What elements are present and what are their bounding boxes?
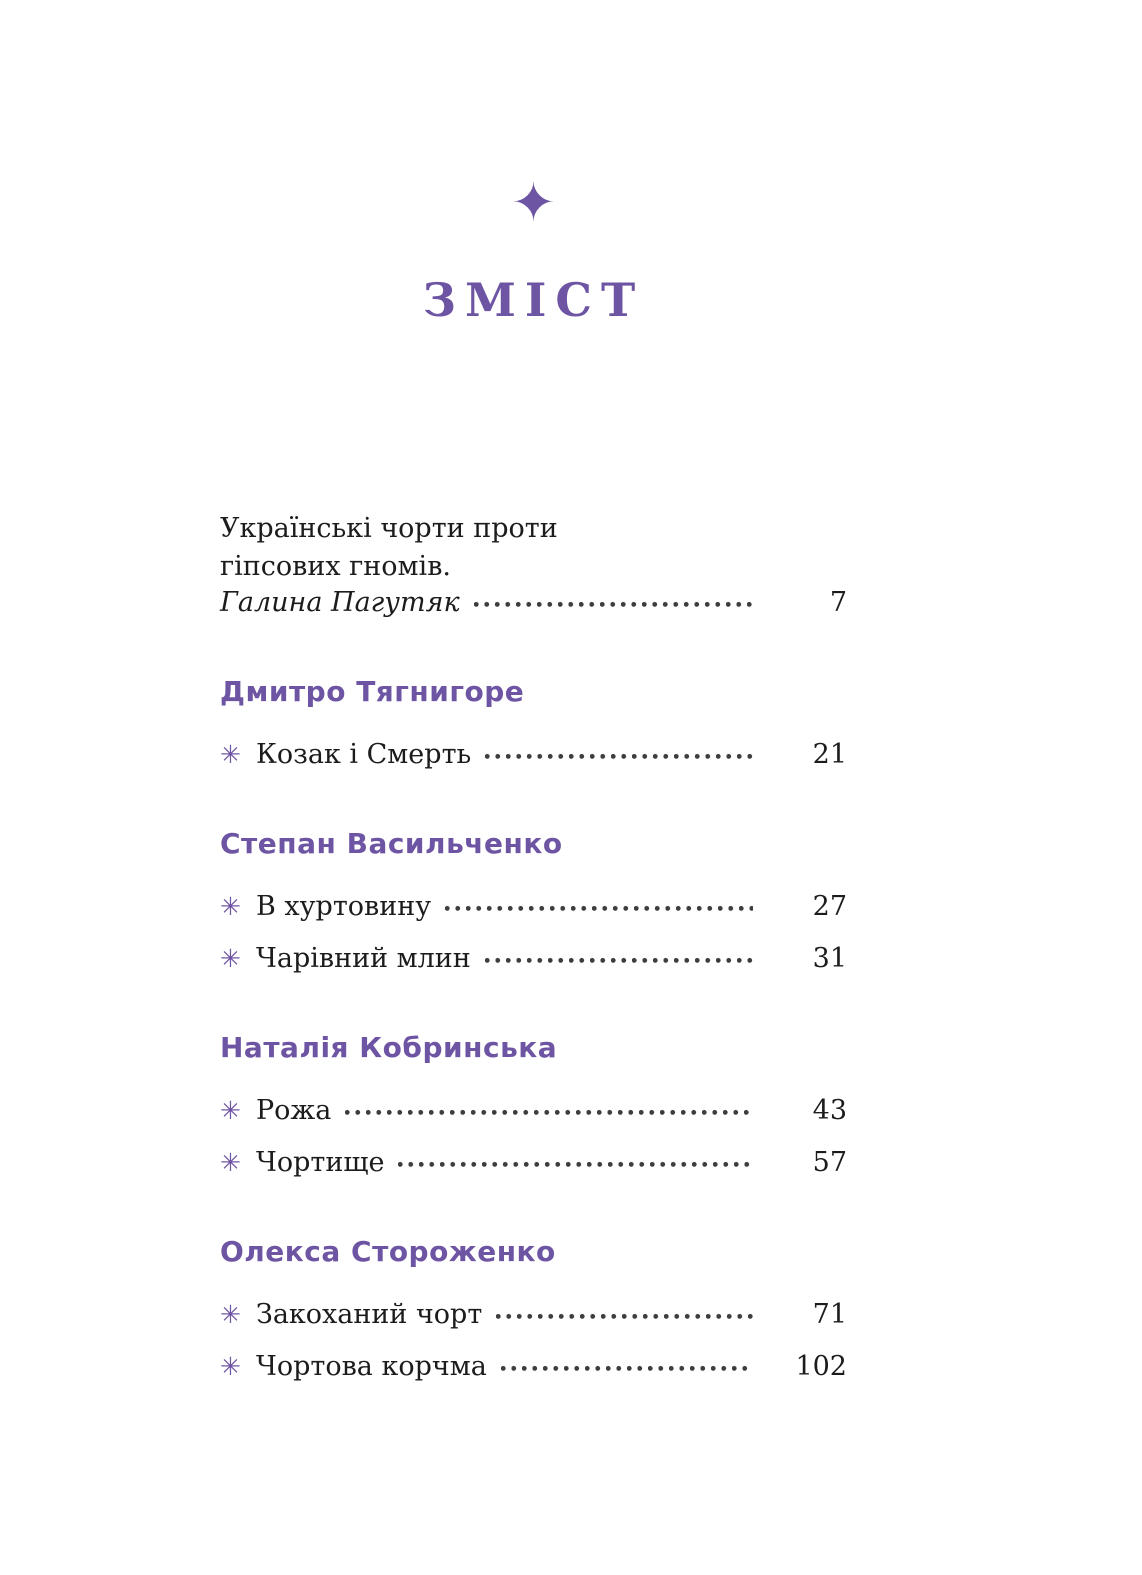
toc-entry: [220, 1094, 847, 1128]
page-number: 43: [812, 1095, 847, 1126]
dot-leader: [485, 942, 753, 976]
section-author-heading: Наталія Кобринська: [220, 1031, 558, 1064]
dot-leader: [345, 1094, 753, 1128]
section-author-heading: Олекса Стороженко: [220, 1235, 556, 1268]
section-author-heading: Степан Васильченко: [220, 827, 563, 860]
entry-title: Закоханий чорт: [256, 1299, 483, 1330]
asterisk-bullet-icon: ✳: [220, 740, 241, 769]
page-number: 21: [812, 739, 847, 770]
asterisk-bullet-icon: ✳: [220, 944, 241, 973]
toc-entry: [220, 1146, 847, 1180]
entry-title: Чортище: [256, 1147, 385, 1178]
page-number: 102: [795, 1351, 847, 1382]
asterisk-bullet-icon: ✳: [220, 1096, 241, 1125]
intro-author: Галина Пагутяк: [220, 587, 460, 618]
page-number: 71: [812, 1299, 847, 1330]
asterisk-bullet-icon: ✳: [220, 1300, 241, 1329]
asterisk-bullet-icon: ✳: [220, 1352, 241, 1381]
dot-leader: [496, 1298, 753, 1332]
section-author-heading: Дмитро Тягнигоре: [220, 675, 525, 708]
page-number: 31: [812, 943, 847, 974]
dot-leader: [445, 890, 753, 924]
toc-entry: [220, 1298, 847, 1332]
dot-leader: [398, 1146, 753, 1180]
asterisk-bullet-icon: ✳: [220, 1148, 241, 1177]
dot-leader: [501, 1350, 753, 1384]
toc-entry: [220, 586, 847, 620]
star-ornament-icon: ✦: [510, 171, 557, 234]
toc-content: [220, 0, 847, 1402]
entry-title: Чортова корчма: [256, 1351, 487, 1382]
toc-entry: [220, 890, 847, 924]
page-title: ЗМІСТ: [422, 273, 645, 327]
intro-title-line-2: гіпсових гномів.: [220, 551, 451, 582]
dot-leader: [485, 738, 753, 772]
toc-entry: [220, 1350, 847, 1384]
page-number: 57: [812, 1147, 847, 1178]
toc-entry: [220, 738, 847, 772]
dot-leader: [474, 586, 753, 620]
entry-title: Рожа: [256, 1095, 332, 1126]
toc-entry: [220, 942, 847, 976]
intro-title-line-1: Українські чорти проти: [220, 513, 558, 544]
asterisk-bullet-icon: ✳: [220, 892, 241, 921]
intro-entry: [220, 510, 847, 620]
page-number: 27: [812, 891, 847, 922]
entry-title: В хуртовину: [256, 891, 432, 922]
page-number: 7: [829, 587, 847, 618]
entry-title: Козак і Смерть: [256, 739, 472, 770]
entry-title: Чарівний млин: [256, 943, 471, 974]
